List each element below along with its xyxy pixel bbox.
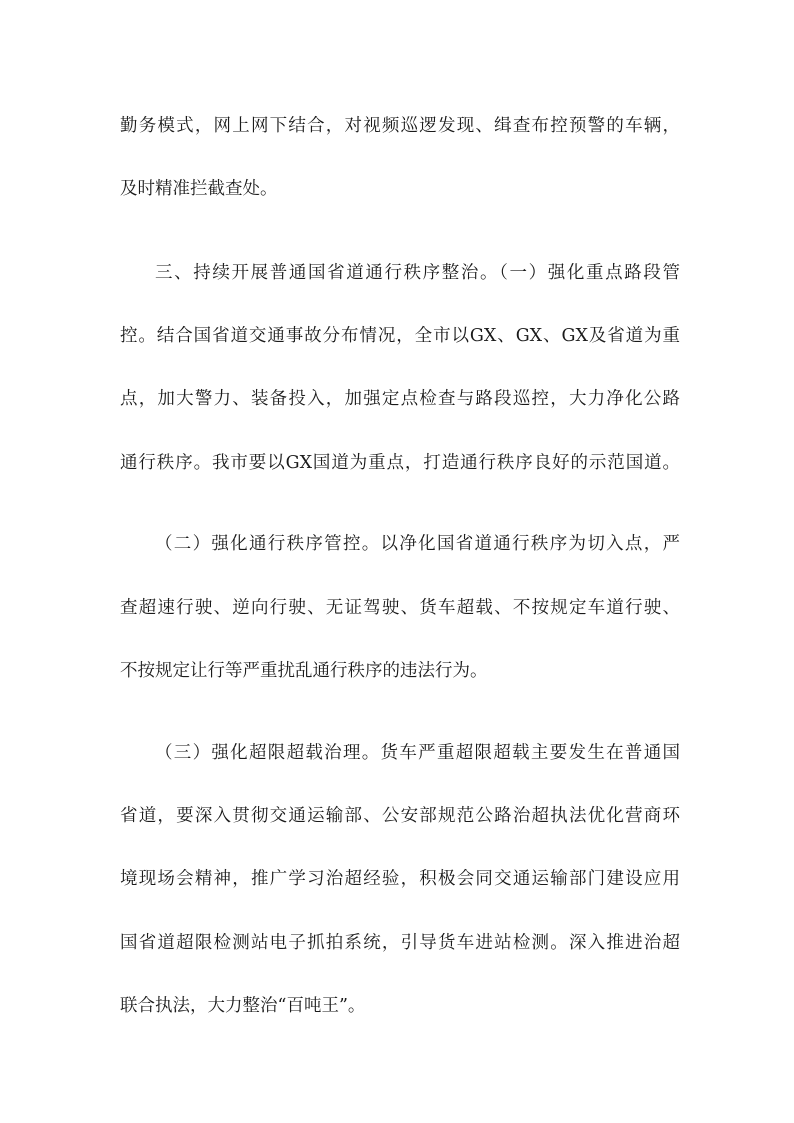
text-line: 控。结合国省道交通事故分布情况，全市以GX、GX、GX及省道为重 — [120, 326, 680, 346]
text-line: 国省道超限检测站电子抓拍系统，引导货车进站检测。深入推进治超 — [120, 933, 680, 953]
text-line: 通行秩序。我市要以GX国道为重点，打造通行秩序良好的示范国道。 — [120, 453, 680, 473]
text-line: 不按规定让行等严重扰乱通行秩序的违法行为。 — [120, 661, 488, 681]
text-line: 省道，要深入贯彻交通运输部、公安部规范公路治超执法优化营商环 — [120, 806, 680, 826]
text-line: 点，加大警力、装备投入，加强定点检查与路段巡控，大力净化公路 — [120, 389, 680, 409]
text-line: 及时精准拦截查处。 — [120, 179, 278, 199]
text-line: 勤务模式，网上网下结合，对视频巡逻发现、缉查布控预警的车辆， — [120, 116, 680, 136]
text-line: 联合执法，大力整治“百吨王”。 — [120, 996, 366, 1016]
text-line: 查超速行驶、逆向行驶、无证驾驶、货车超载、不按规定车道行驶、 — [120, 598, 680, 618]
text-line: （二）强化通行秩序管控。以净化国省道通行秩序为切入点，严 — [155, 534, 680, 554]
text-line: 三、持续开展普通国省道通行秩序整治。（一）强化重点路段管 — [155, 263, 680, 283]
text-line: （三）强化超限超载治理。货车严重超限超载主要发生在普通国 — [155, 743, 680, 763]
text-line: 境现场会精神，推广学习治超经验，积极会同交通运输部门建设应用 — [120, 869, 680, 889]
